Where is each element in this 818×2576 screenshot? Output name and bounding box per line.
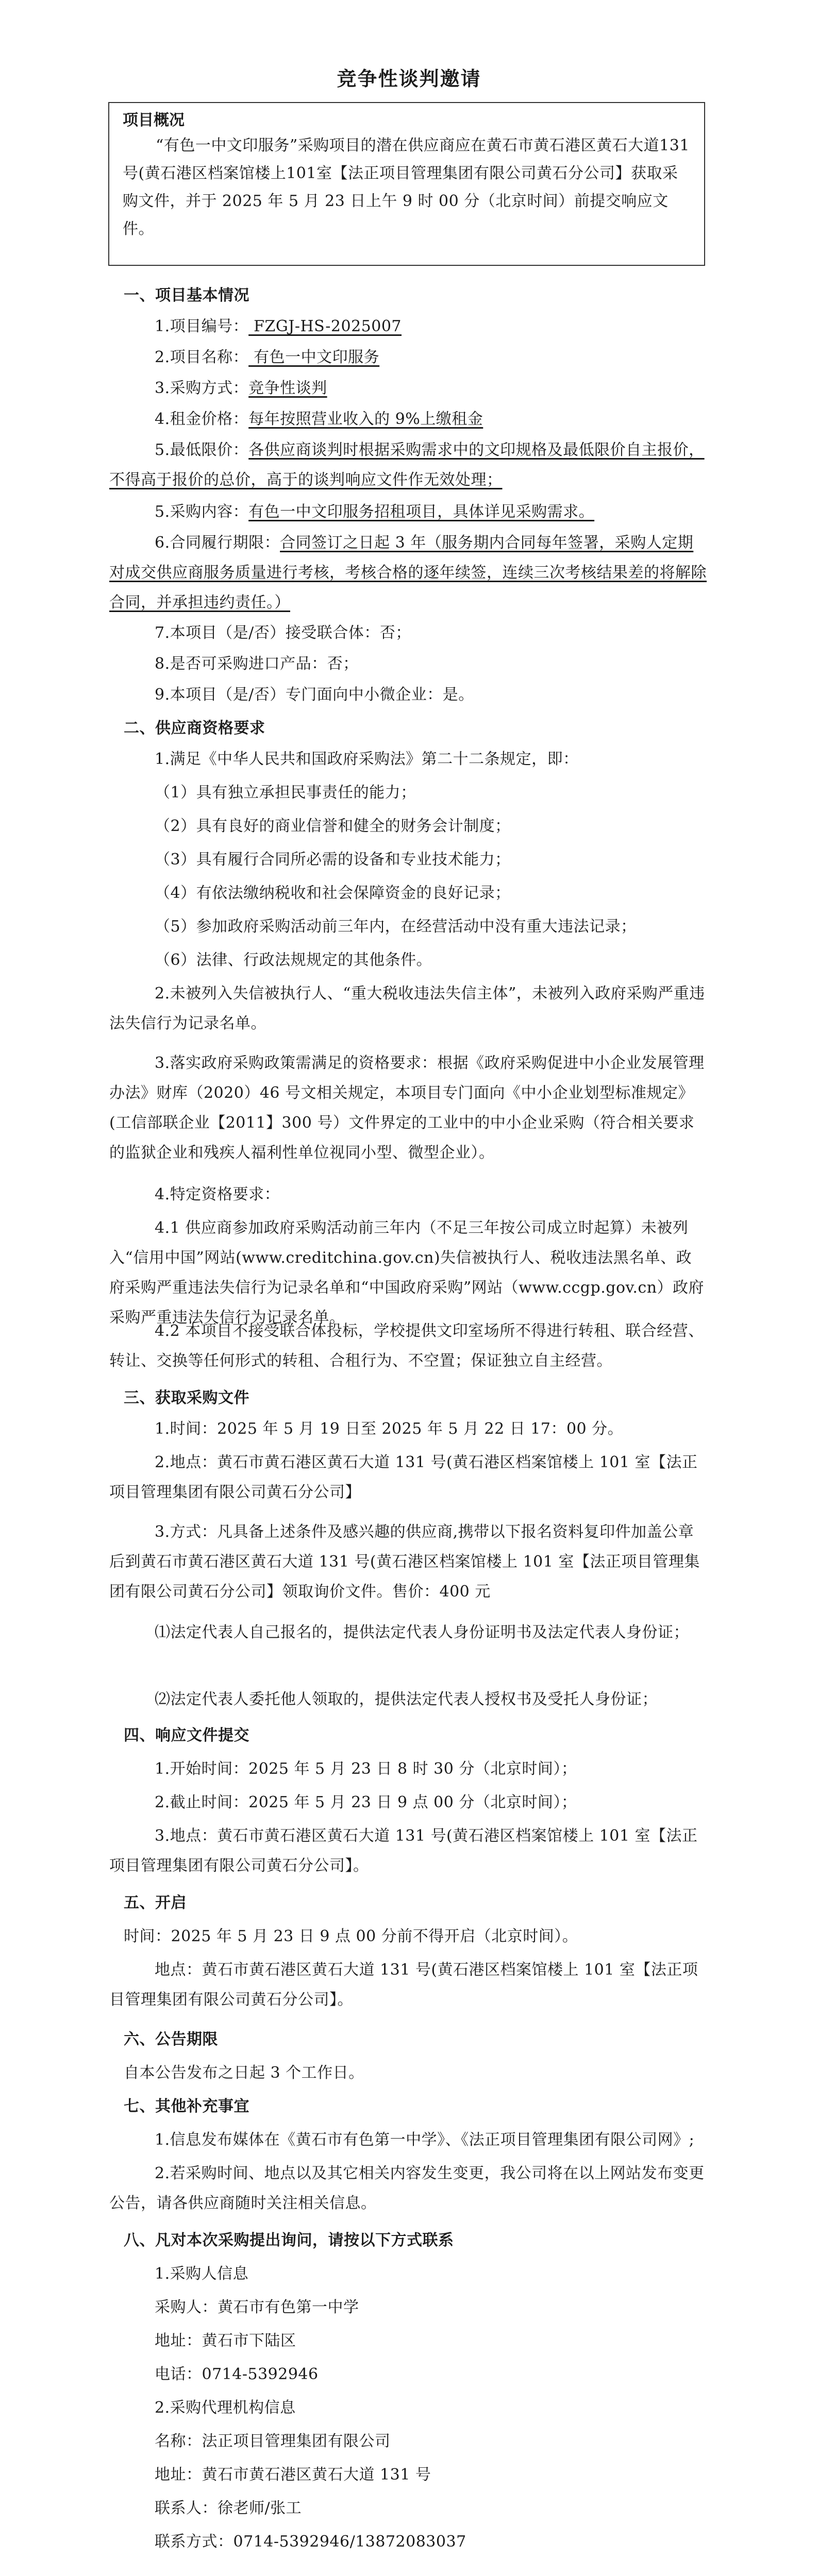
rent-price-value: 每年按照营业收入的 9%上缴租金 [248,410,483,428]
agency-address: 地址：黄石市黄石港区黄石大道 131 号 [155,2466,431,2484]
qualification-1d: （4）有依法缴纳税收和社会保障资金的良好记录； [155,884,511,902]
section-6-heading: 六、公告期限 [124,2030,218,2048]
notice-period: 自本公告发布之日起 3 个工作日。 [124,2064,364,2082]
page-title: 竞争性谈判邀请 [337,67,481,90]
procurement-content [155,497,753,527]
qualification-2: 2.未被列入失信被执行人、“重大税收违法失信主体”，未被列入政府采购严重违法失信行为记录名单。 [109,985,705,1032]
overview-heading: 项目概况 [123,111,185,129]
submit-location: 3.地点：黄石市黄石港区黄石大道 131 号(黄石港区档案馆楼上 101 室【法正项目管理集团有限公司黄石分公司】。 [109,1827,698,1875]
procurement-method [155,374,753,403]
purchaser-info-heading: 1.采购人信息 [155,2265,249,2283]
open-time: 时间：2025 年 5 月 23 日 9 点 00 分前不得开启（北京时间）。 [124,1927,578,1945]
qualification-4-2: 4.2 本项目不接受联合体投标，学校提供文印室场所不得进行转租、联合经营、转让、交换等任何形式的转租、合租行为、不空置；保证独立自主经营。 [109,1322,704,1370]
project-number-value: FZGJ-HS-2025007 [248,317,402,335]
section-5-heading: 五、开启 [124,1894,187,1912]
contract-period [109,528,707,618]
media-info: 1.信息发布媒体在《黄石市有色第一中学》、《法正项目管理集团有限公司网》; [155,2131,695,2149]
section-1-heading: 一、项目基本情况 [124,286,249,304]
obtain-req-2: ⑵法定代表人委托他人领取的，提供法定代表人授权书及受托人身份证； [155,1690,658,1708]
import-products: 8.是否可采购进口产品：否； [155,655,359,673]
project-number [155,312,753,342]
submit-start: 1.开始时间：2025 年 5 月 23 日 8 时 30 分（北京时间）； [155,1760,577,1778]
obtain-location: 2.地点：黄石市黄石港区黄石大道 131 号(黄石港区档案馆楼上 101 室【法正项目管理集团有限公司黄石分公司】 [109,1453,698,1501]
agency-phone: 联系方式：0714-5392946/13872083037 [155,2533,466,2551]
section-3-heading: 三、获取采购文件 [124,1389,249,1407]
agency-info-heading: 2.采购代理机构信息 [155,2399,296,2417]
agency-name: 名称：法正项目管理集团有限公司 [155,2432,391,2450]
agency-contact: 联系人：徐老师/张工 [155,2499,302,2517]
project-name-value: 有色一中文印服务 [248,348,380,366]
consortium-accepted: 7.本项目（是/否）接受联合体：否； [155,624,411,642]
qualification-1: 1.满足《中华人民共和国政府采购法》第二十二条规定，即： [155,750,579,768]
project-name [155,343,753,372]
qualification-1b: （2）具有良好的商业信誉和健全的财务会计制度； [155,817,511,835]
minimum-price-value: 各供应商谈判时根据采购需求中的文印规格及最低限价自主报价，不得高于报价的总价，高于的谈判响应文件作无效处理； [109,441,705,489]
purchaser-address: 地址：黄石市下陆区 [155,2332,296,2350]
section-4-heading: 四、响应文件提交 [124,1726,249,1744]
qualification-4-1: 4.1 供应商参加政府采购活动前三年内（不足三年按公司成立时起算）未被列入“信用中国”网站(www.creditchina.gov.cn)失信被执行人、税收违法黑名单、政府采购严重违法失信行为记录名单和“中国政府采购”网站（www.ccgp.gov.cn）政府采购严重违法失信行为记录名单。 [109,1219,705,1327]
overview-body: “有色一中文印服务”采购项目的潜在供应商应在黄石市黄石港区黄石大道131号(黄石港区档案馆楼上101室【法正项目管理集团有限公司黄石分公司】获取采购文件，并于 2025 年 5 月 23 日上午 9 时 00 分（北京时间）前提交响应文件。 [123,137,690,238]
section-8-heading: 八、凡对本次采购提出询问，请按以下方式联系 [124,2231,454,2249]
section-7-heading: 七、其他补充事宜 [124,2097,249,2115]
minimum-price-label: 5.最低限价： [155,441,249,459]
procurement-content-label: 5.采购内容： [155,503,249,521]
qualification-1e: （5）参加政府采购活动前三年内，在经营活动中没有重大违法记录； [155,918,637,936]
sme-only: 9.本项目（是/否）专门面向中小微企业：是。 [155,686,474,704]
procurement-content-value: 有色一中文印服务招租项目，具体详见采购需求。 [248,503,595,521]
qualification-1f: （6）法律、行政法规规定的其他条件。 [155,951,432,969]
purchaser-name: 采购人：黄石市有色第一中学 [155,2298,359,2316]
open-location: 地点：黄石市黄石港区黄石大道 131 号(黄石港区档案馆楼上 101 室【法正项目管理集团有限公司黄石分公司】。 [109,1961,698,2009]
contract-period-label: 6.合同履行期限： [155,534,280,552]
submit-deadline: 2.截止时间：2025 年 5 月 23 日 9 点 00 分（北京时间）； [155,1793,577,1811]
project-number-label: 1.项目编号： [155,317,249,335]
purchaser-phone: 电话：0714-5392946 [155,2365,319,2383]
qualification-4: 4.特定资格要求： [155,1185,280,1204]
procurement-method-value: 竞争性谈判 [248,379,327,397]
project-name-label: 2.项目名称： [155,348,249,366]
rent-price-label: 4.租金价格： [155,410,249,428]
rent-price [155,404,753,434]
obtain-time: 1.时间：2025 年 5 月 19 日至 2025 年 5 月 22 日 17：00 分。 [155,1420,624,1438]
procurement-method-label: 3.采购方式： [155,379,249,397]
section-2-heading: 二、供应商资格要求 [124,719,265,737]
change-notice: 2.若采购时间、地点以及其它相关内容发生变更，我公司将在以上网站发布变更公告，请各供应商随时关注相关信息。 [109,2164,705,2212]
qualification-1c: （3）具有履行合同所必需的设备和专业技术能力； [155,851,511,869]
obtain-method: 3.方式：凡具备上述条件及感兴趣的供应商,携带以下报名资料复印件加盖公章后到黄石市黄石港区黄石大道 131 号(黄石港区档案馆楼上 101 室【法正项目管理集团有限公司黄石分公司】领取询价文件。售价：400 元 [109,1523,700,1601]
minimum-price [109,435,707,495]
project-overview-box [108,102,705,266]
contract-period-value: 合同签订之日起 3 年（服务期内合同每年签署，采购人定期对成交供应商服务质量进行考核，考核合格的逐年续签，连续三次考核结果差的将解除合同，并承担违约责任。） [109,534,707,612]
obtain-req-1: ⑴法定代表人自己报名的，提供法定代表人身份证明书及法定代表人身份证； [155,1623,689,1641]
qualification-3: 3.落实政府采购政策需满足的资格要求：根据《政府采购促进中小企业发展管理办法》财库（2020）46 号文相关规定，本项目专门面向《中小企业划型标准规定》(工信部联企业【2011】300 号）文件界定的工业中的中小企业采购（符合相关要求的监狱企业和残疾人福利性单位视同小型、微型企业）。 [109,1054,705,1162]
qualification-1a: （1）具有独立承担民事责任的能力； [155,784,416,802]
